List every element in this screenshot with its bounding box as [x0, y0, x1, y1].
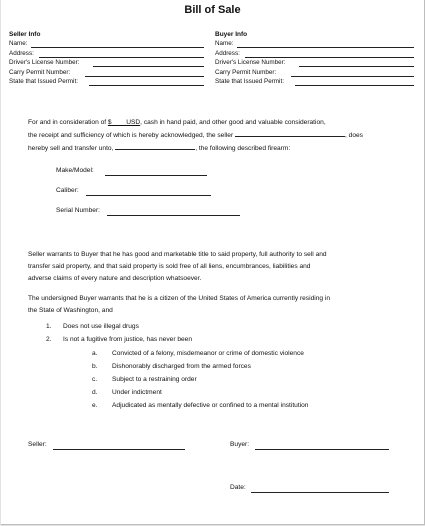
- date-label: Date:: [230, 484, 246, 491]
- seller-permit-line[interactable]: [85, 76, 204, 77]
- document-title: Bill of Sale: [184, 4, 241, 16]
- condition-2-text: Is not a fugitive from justice, has never been: [63, 336, 193, 343]
- condition-2-marker: 2.: [46, 336, 52, 343]
- seller-license-label: Driver's License Number:: [9, 59, 80, 66]
- buyer-address-line[interactable]: [245, 57, 414, 58]
- price-amount[interactable]: $ USD: [107, 119, 141, 126]
- seller-state-label: State that Issued Permit:: [9, 78, 78, 85]
- buyer-warranty-line-1: The undersigned Buyer warrants that he is a citizen of the United States of America currently residing in: [28, 295, 331, 302]
- seller-info-heading: Seller Info: [9, 31, 41, 38]
- condition-1-text: Does not use illegal drugs: [63, 323, 139, 330]
- sub-condition-d-marker: d.: [92, 389, 98, 396]
- date-line[interactable]: [251, 492, 389, 493]
- sub-condition-a-text: Convicted of a felony, misdemeanor or crime of domestic violence: [112, 350, 304, 357]
- consideration-line-1: [28, 117, 326, 129]
- consideration-line-2: [28, 130, 363, 142]
- make-model-line[interactable]: [105, 175, 207, 176]
- sub-condition-e-text: Adjudicated as mentally defective or confined to a mental institution: [112, 402, 309, 409]
- buyer-signature-line[interactable]: [255, 449, 389, 450]
- buyer-name-label: Name:: [215, 40, 234, 47]
- buyer-info-heading: Buyer Info: [215, 31, 248, 38]
- seller-signature-line[interactable]: [53, 449, 185, 450]
- caliber-line[interactable]: [86, 195, 211, 196]
- buyer-state-line[interactable]: [295, 85, 414, 86]
- seller-license-line[interactable]: [93, 66, 204, 67]
- sub-condition-e-marker: e.: [92, 402, 98, 409]
- consideration-text-f: , the following described firearm:: [195, 145, 291, 152]
- serial-number-line[interactable]: [107, 215, 240, 216]
- seller-name-blank[interactable]: [235, 130, 345, 137]
- buyer-license-label: Driver's License Number:: [215, 59, 286, 66]
- serial-number-label: Serial Number:: [56, 207, 100, 214]
- consideration-text-a: For and in consideration of: [28, 119, 108, 126]
- seller-name-label: Name:: [9, 40, 28, 47]
- buyer-name-line[interactable]: [237, 47, 414, 48]
- sub-condition-d-text: Under indictment: [112, 389, 162, 396]
- consideration-text-e: hereby sell and transfer unto,: [28, 145, 114, 152]
- seller-address-line[interactable]: [39, 57, 204, 58]
- consideration-text-c: the receipt and sufficiency of which is hereby acknowledged, the seller: [28, 132, 234, 139]
- sub-condition-c-text: Subject to a restraining order: [112, 376, 197, 383]
- sub-condition-c-marker: c.: [92, 376, 98, 383]
- sub-condition-b-marker: b.: [92, 363, 98, 370]
- consideration-line-3: [28, 143, 290, 155]
- buyer-signature-label: Buyer:: [230, 441, 250, 448]
- seller-state-line[interactable]: [89, 85, 204, 86]
- document-page: [1, 0, 425, 525]
- sub-condition-b-text: Dishonorably discharged from the armed forces: [112, 363, 251, 370]
- seller-warranty-line-1: Seller warrants to Buyer that he has good and marketable title to said property, full authority to sell and: [28, 251, 327, 258]
- buyer-address-label: Address:: [215, 50, 240, 57]
- buyer-warranty-line-2: the State of Washington, and: [28, 307, 113, 314]
- seller-name-line[interactable]: [31, 47, 204, 48]
- sub-condition-a-marker: a.: [92, 350, 98, 357]
- consideration-text-d: , does: [344, 132, 363, 139]
- seller-address-label: Address:: [9, 50, 34, 57]
- buyer-permit-line[interactable]: [291, 76, 414, 77]
- buyer-name-blank[interactable]: [115, 143, 195, 150]
- buyer-state-label: State that Issued Permit:: [215, 78, 284, 85]
- buyer-license-line[interactable]: [299, 66, 414, 67]
- caliber-label: Caliber:: [56, 187, 79, 194]
- seller-signature-label: Seller:: [28, 441, 47, 448]
- consideration-text-b: , cash in hand paid, and other good and valuable consideration,: [140, 119, 326, 126]
- make-model-label: Make/Model:: [56, 167, 94, 174]
- condition-1-marker: 1.: [46, 323, 52, 330]
- seller-permit-label: Carry Permit Number:: [9, 69, 71, 76]
- seller-warranty-line-3: adverse claims of every nature and description whatsoever.: [28, 275, 202, 282]
- seller-warranty-line-2: transfer said property, and that said property is sold free of all liens, encumbrances, liabilities and: [28, 263, 311, 270]
- buyer-permit-label: Carry Permit Number:: [215, 69, 277, 76]
